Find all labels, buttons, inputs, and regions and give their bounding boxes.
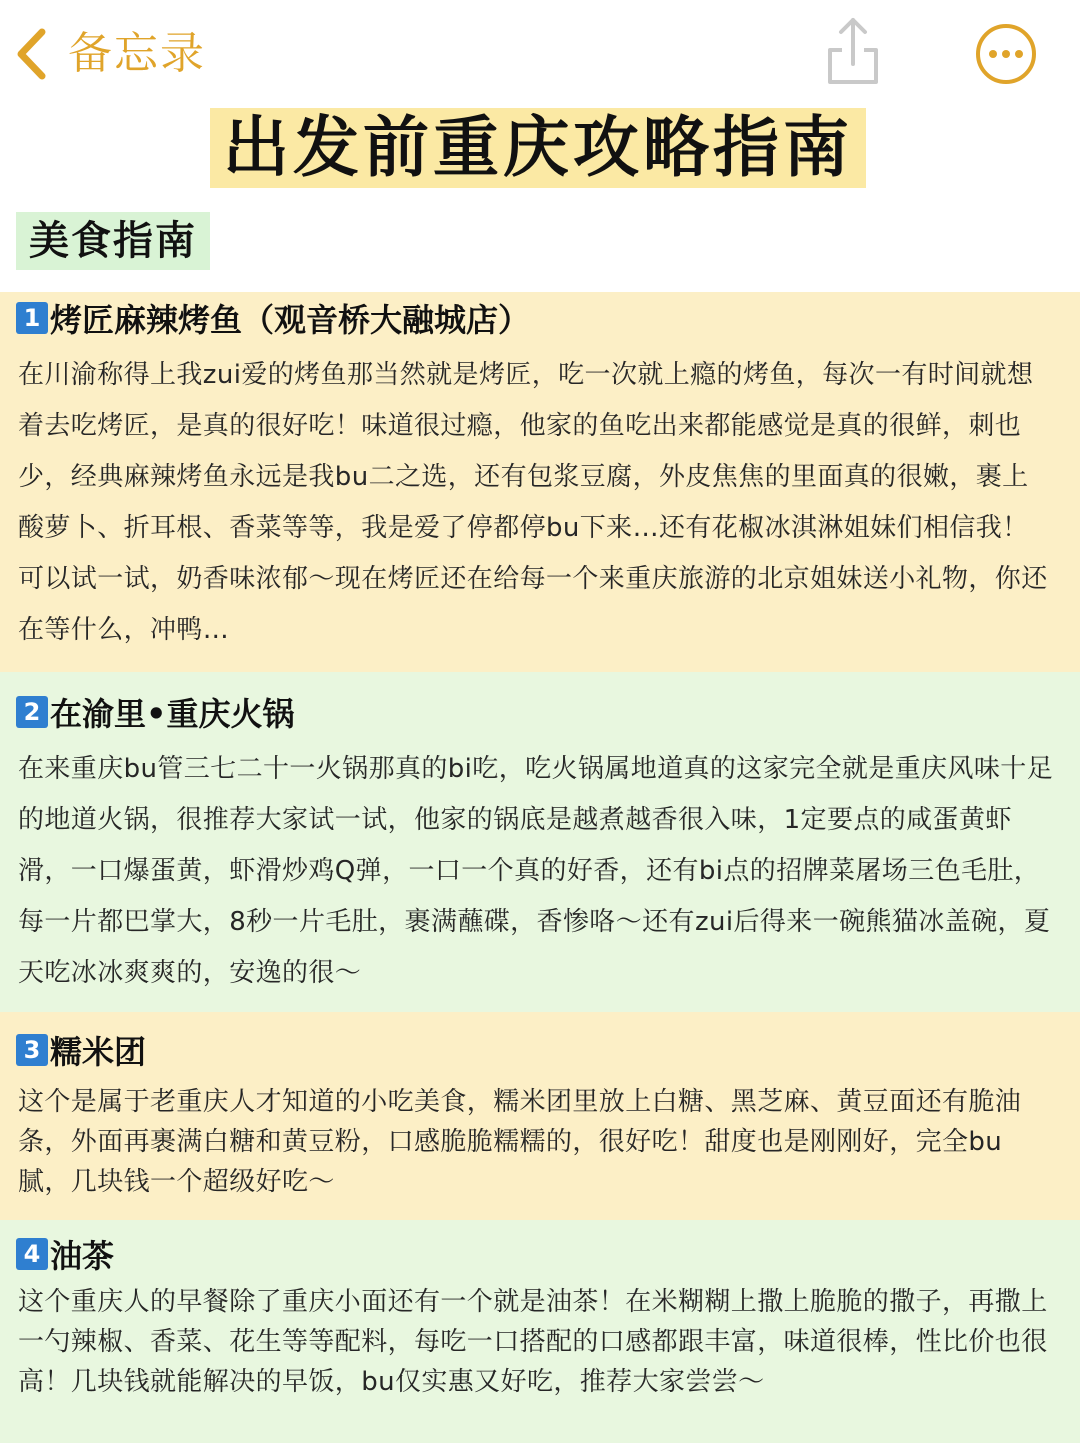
item-body [18,1282,1054,1402]
number-badge: 3 [16,1034,48,1066]
back-button[interactable] [14,20,206,88]
share-button[interactable] [822,14,884,88]
page-title: 出发前重庆攻略指南 [223,109,853,186]
item-title: 在渝里•重庆火锅 [50,695,295,733]
item-description: 在川渝称得上我zui爱的烤鱼那当然就是烤匠，吃一次就上瘾的烤鱼，每次一有时间就想着去吃烤匠，是真的很好吃！味道很过瘾，他家的鱼吃出来都能感觉是真的很鲜，刺也少，经典麻辣烤鱼永远是我bu二之选，还有包浆豆腐，外皮焦焦的里面真的很嫩，裹上酸萝卜、折耳根、香菜等等，我是爱了停都停bu下来…还有花椒冰淇淋姐妹们相信我！可以试一试，奶香味浓郁～现在烤匠还在给每一个来重庆旅游的北京姐妹送小礼物，你还在等什么，冲鸭… [18,360,1048,645]
item-header [16,296,530,340]
section-title: 美食指南 [29,218,197,264]
food-item-2 [0,672,1080,1012]
item-header [16,1232,114,1276]
item-body [18,350,1054,656]
share-icon [822,73,884,92]
back-label: 备忘录 [68,28,206,79]
item-body [18,1082,1054,1202]
item-title: 烤匠麻辣烤鱼（观音桥大融城店） [50,301,531,339]
top-bar [0,0,1080,104]
item-description: 在来重庆bu管三七二十一火锅那真的bi吃，吃火锅属地道真的这家完全就是重庆风味十足的地道火锅，很推荐大家试一试，他家的锅底是越煮越香很入味，1定要点的咸蛋黄虾滑，一口爆蛋黄，虾滑炒鸡Q弹，一口一个真的好香，还有bi点的招牌菜屠场三色毛肚，每一片都巴掌大，8秒一片毛肚，裹满蘸碟，香惨咯～还有zui后得来一碗熊猫冰盖碗，夏天吃冰冰爽爽的，安逸的很～ [18,754,1054,988]
chevron-left-icon [14,27,48,81]
item-header [16,690,294,734]
number-badge: 1 [16,302,48,334]
more-horizontal-icon [974,71,1038,90]
item-body [18,744,1054,999]
section-tag [16,212,210,270]
number-badge: 4 [16,1238,48,1270]
food-item-4 [0,1220,1080,1443]
item-title: 糯米团 [50,1033,147,1071]
item-header [16,1028,146,1072]
item-description: 这个是属于老重庆人才知道的小吃美食，糯米团里放上白糖、黑芝麻、黄豆面还有脆油条，外面再裹满白糖和黄豆粉，口感脆脆糯糯的，很好吃！甜度也是刚刚好，完全bu腻，几块钱一个超级好吃～ [18,1087,1022,1197]
food-item-3 [0,1012,1080,1220]
item-description: 这个重庆人的早餐除了重庆小面还有一个就是油茶！在米糊糊上撒上脆脆的撒子，再撒上一勺辣椒、香菜、花生等等配料，每吃一口搭配的口感都跟丰富，味道很棒，性比价也很高！几块钱就能解决的早饭，bu仅实惠又好吃，推荐大家尝尝～ [18,1287,1048,1397]
more-button[interactable] [974,22,1038,86]
food-item-1 [0,292,1080,672]
page-title-highlight [210,108,866,188]
item-title: 油茶 [50,1237,115,1275]
number-badge: 2 [16,696,48,728]
